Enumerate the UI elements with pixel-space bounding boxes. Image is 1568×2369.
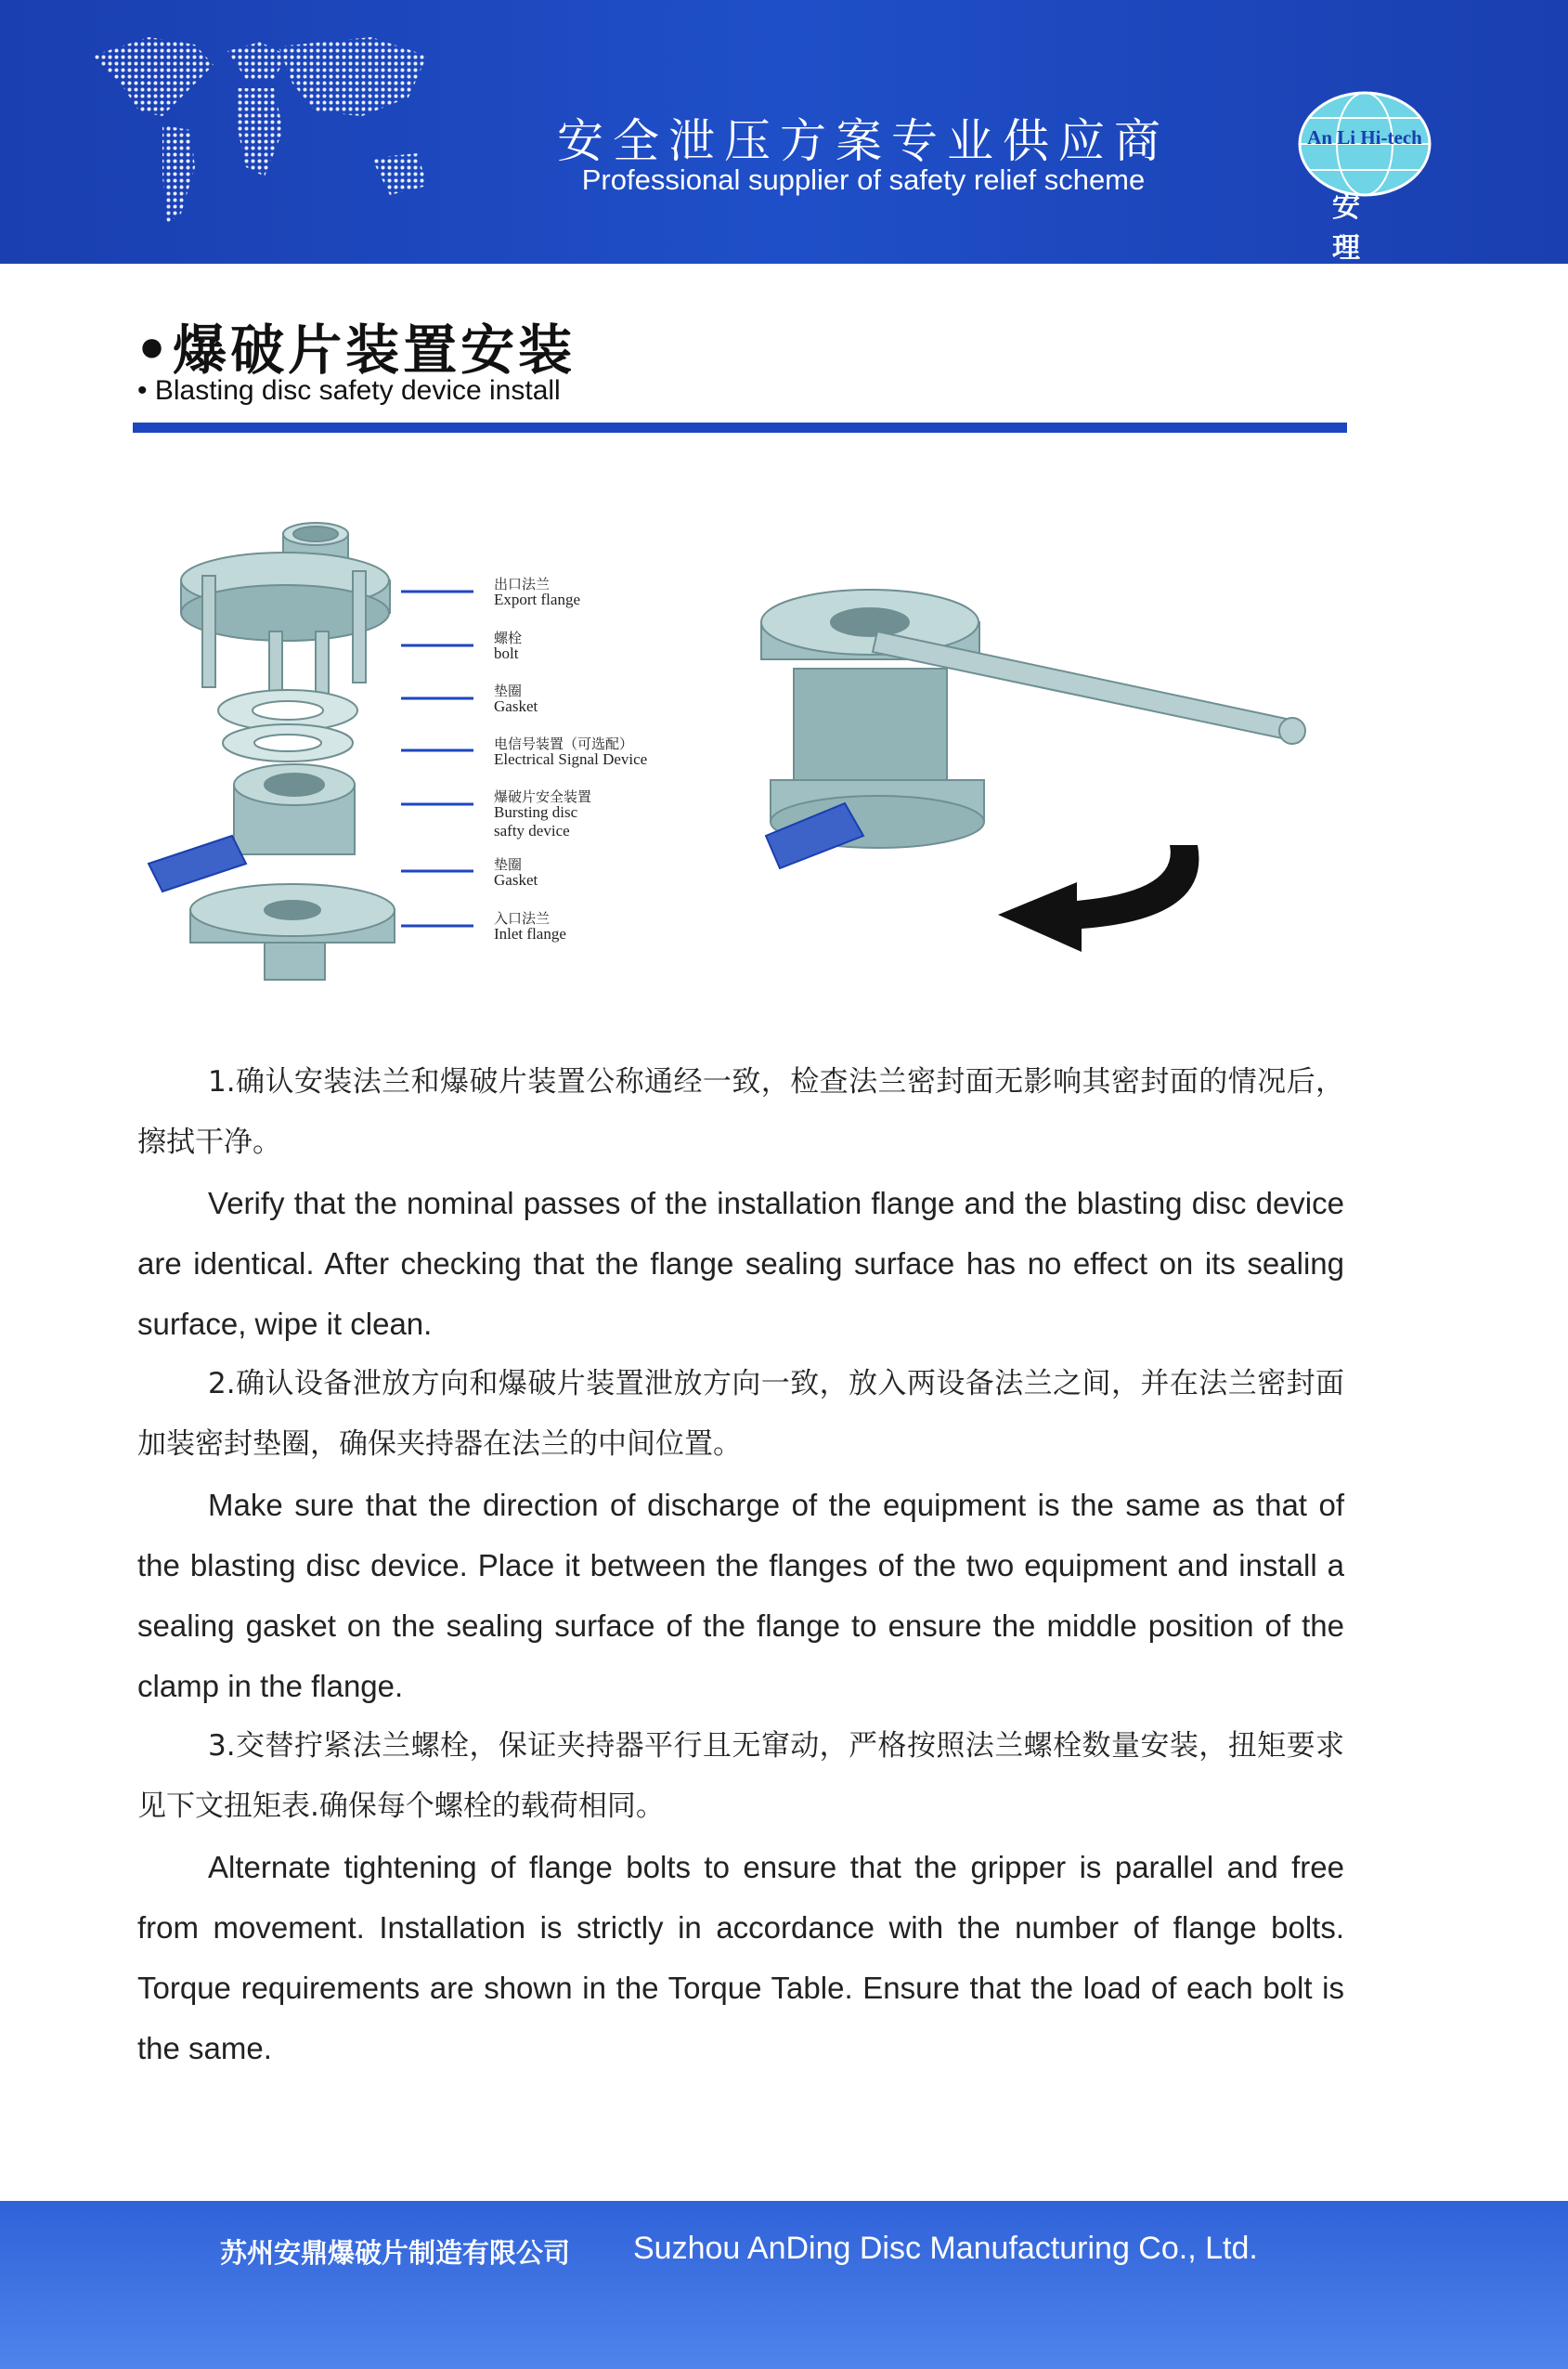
slogan-cn: 安全泄压方案专业供应商 bbox=[557, 114, 1170, 168]
label-bolt-cn: 螺栓 bbox=[494, 630, 523, 646]
rotation-arrow-icon bbox=[998, 845, 1199, 952]
label-inlet-flange-cn: 入口法兰 bbox=[494, 910, 551, 927]
label-gasket-bottom-en: Gasket bbox=[494, 871, 538, 889]
step-3-en: Alternate tightening of flange bolts to ensure that the gripper is parallel and free from movement. Installation is strictly in accordance with the number of flange bolts. Torque requirements are shown in the Torque Table. Ensure that the load of each bolt is the same. bbox=[137, 1850, 1344, 2065]
exploded-assembly bbox=[149, 523, 395, 980]
logo-text: An Li Hi-tech bbox=[1307, 126, 1422, 149]
footer-company-en: Suzhou AnDing Disc Manufacturing Co., Ltd. bbox=[633, 2231, 1258, 2266]
step-2-cn: 2.确认设备泄放方向和爆破片装置泄放方向一致，放入两设备法兰之间，并在法兰密封面加装密封垫圈，确保夹持器在法兰的中间位置。 bbox=[137, 1367, 1344, 1461]
exploded-view-illustration bbox=[130, 501, 1337, 1003]
label-inlet-flange-en: Inlet flange bbox=[494, 925, 566, 943]
assembled-view bbox=[761, 590, 1305, 868]
label-signal-device-en: Electrical Signal Device bbox=[494, 750, 648, 768]
step-1-en: Verify that the nominal passes of the installation flange and the blasting disc device are identical. After checking that the flange sealing surface has no effect on its sealing surface, wipe it clean. bbox=[137, 1186, 1344, 1341]
footer-banner bbox=[0, 2201, 1568, 2369]
installation-diagram bbox=[130, 501, 1337, 1003]
leader-lines bbox=[401, 592, 473, 926]
label-bolt-en: bolt bbox=[494, 644, 519, 662]
section-title-en: • Blasting disc safety device install bbox=[137, 375, 561, 406]
footer-company-cn: 苏州安鼎爆破片制造有限公司 bbox=[220, 2237, 571, 2269]
label-export-flange-cn: 出口法兰 bbox=[494, 576, 551, 592]
instructions-body bbox=[137, 1052, 1344, 2078]
step-3-cn: 3.交替拧紧法兰螺栓，保证夹持器平行且无窜动，严格按照法兰螺栓数量安装，扭矩要求见下文扭矩表.确保每个螺栓的载荷相同。 bbox=[137, 1729, 1344, 1823]
step-1-cn: 1.确认安装法兰和爆破片装置公称通经一致，检查法兰密封面无影响其密封面的情况后，擦拭干净。 bbox=[137, 1065, 1344, 1159]
label-bursting-disc-cn: 爆破片安全装置 bbox=[494, 788, 592, 805]
section-title-cn: •爆破片装置安装 bbox=[135, 319, 577, 382]
label-export-flange-en: Export flange bbox=[494, 591, 580, 608]
label-gasket-top-cn: 垫圈 bbox=[494, 683, 523, 699]
label-gasket-bottom-cn: 垫圈 bbox=[494, 856, 523, 873]
label-bursting-disc-en: Bursting disc safty device bbox=[494, 803, 578, 840]
world-map-icon bbox=[74, 28, 446, 241]
title-divider bbox=[133, 423, 1347, 433]
label-signal-device-cn: 电信号装置（可选配） bbox=[494, 735, 634, 752]
slogan-en: Professional supplier of safety relief scheme bbox=[581, 163, 1146, 196]
step-2-en: Make sure that the direction of discharge of the equipment is the same as that of the blasting disc device. Place it between the flanges of the two equipment and install a sealing gasket on the sealing surface of the flange to ensure the middle position of the clamp in the flange. bbox=[137, 1488, 1344, 1703]
header-banner bbox=[0, 0, 1568, 264]
label-gasket-top-en: Gasket bbox=[494, 697, 538, 715]
logo-cn: 安 理 bbox=[1332, 191, 1397, 265]
